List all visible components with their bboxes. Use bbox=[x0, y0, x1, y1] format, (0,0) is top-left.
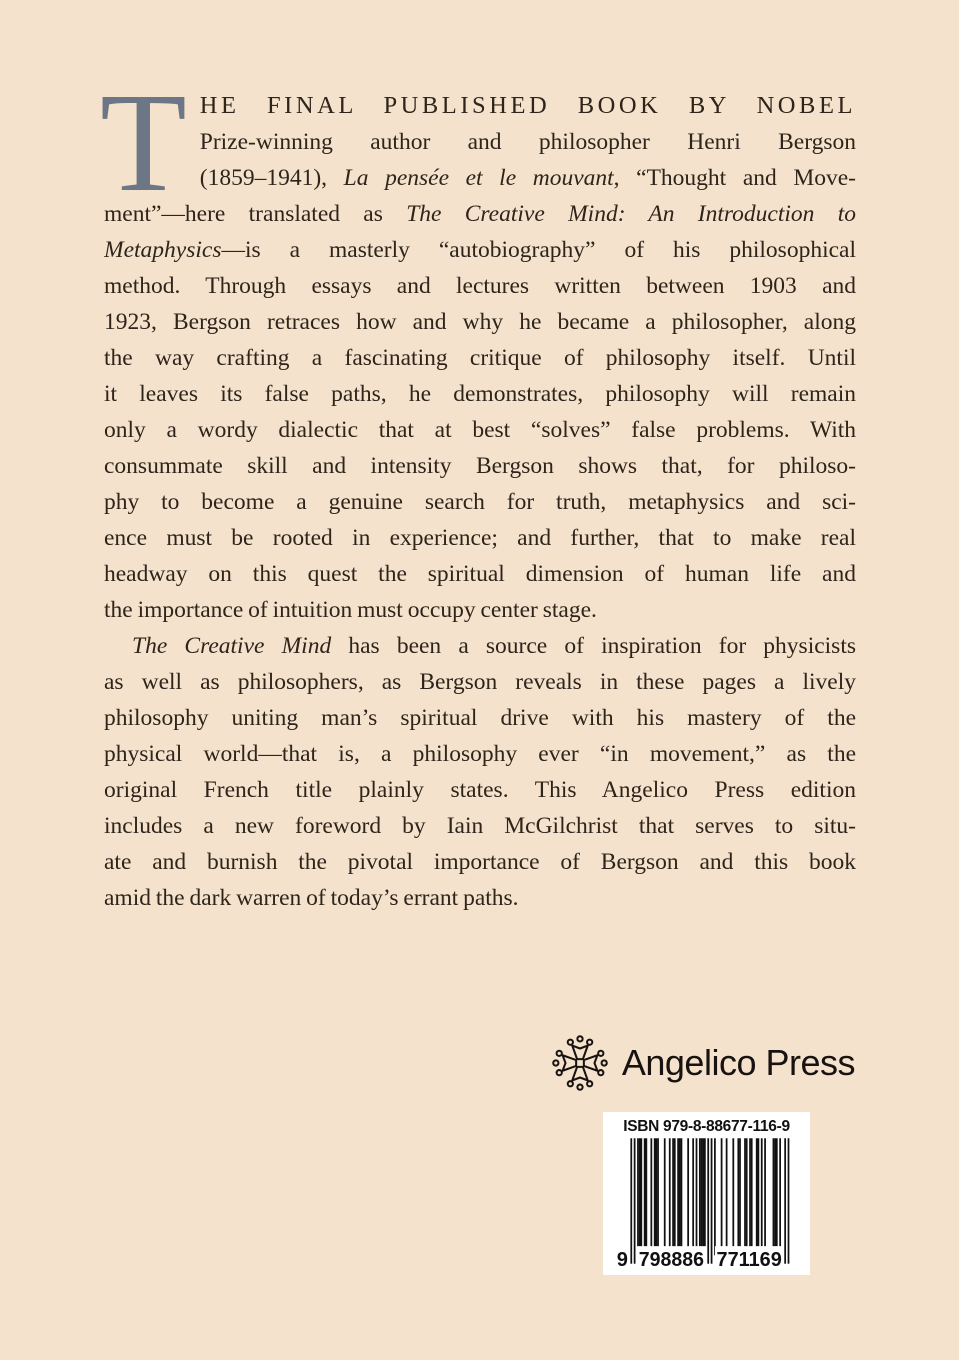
blurb-segment: phy to become a genuine search for truth, metaphysics and sci- bbox=[104, 489, 856, 515]
blurb-segment: ate and burnish the pivotal importance of Bergson and this book bbox=[104, 849, 856, 875]
blurb-line bbox=[104, 592, 856, 628]
blurb-segment: only a wordy dialectic that at best “solves” false problems. With bbox=[104, 417, 856, 443]
blurb-line bbox=[104, 808, 856, 844]
blurb-segment: HE FINAL PUBLISHED BOOK BY NOBEL bbox=[199, 92, 856, 119]
blurb-segment: La pensée et le mouvant bbox=[343, 165, 614, 191]
blurb-line bbox=[104, 268, 856, 304]
blurb-segment: original French title plainly states. This Angelico Press edition bbox=[104, 777, 856, 803]
dropcap-letter: T bbox=[100, 63, 187, 221]
barcode-bars bbox=[630, 1138, 789, 1263]
blurb-segment: method. Through essays and lectures written between 1903 and bbox=[104, 273, 856, 299]
blurb-segment: it leaves its false paths, he demonstrates, philosophy will remain bbox=[104, 381, 856, 407]
blurb-segment: physical world—that is, a philosophy ever “in movement,” as the bbox=[104, 741, 856, 767]
blurb-line bbox=[104, 736, 856, 772]
blurb-segment: amid the dark warren of today’s errant paths. bbox=[104, 885, 519, 911]
blurb-line bbox=[104, 628, 856, 664]
blurb-segment: ence must be rooted in experience; and further, that to make real bbox=[104, 525, 856, 551]
blurb-segment: The Creative Mind: An Introduction to bbox=[406, 201, 856, 227]
blurb-segment: 1923, Bergson retraces how and why he became a philosopher, along bbox=[104, 309, 856, 335]
blurb-line bbox=[104, 772, 856, 808]
blurb-segment: Metaphysics bbox=[104, 237, 222, 263]
blurb-line bbox=[200, 160, 856, 196]
blurb-line bbox=[200, 124, 856, 160]
blurb-segment: (1859–1941), bbox=[199, 165, 344, 191]
blurb-segment: as well as philosophers, as Bergson reveals in these pages a lively bbox=[104, 669, 856, 695]
blurb-line bbox=[104, 196, 856, 232]
publisher-name: Angelico Press bbox=[621, 1042, 855, 1083]
blurb-segment: headway on this quest the spiritual dimension of human life and bbox=[104, 561, 856, 587]
blurb-segment: consummate skill and intensity Bergson shows that, for philoso- bbox=[104, 453, 856, 479]
blurb-line bbox=[104, 232, 856, 268]
blurb-line bbox=[104, 520, 856, 556]
blurb-line bbox=[104, 376, 856, 412]
blurb bbox=[100, 63, 856, 916]
blurb-line bbox=[104, 448, 856, 484]
blurb-segment: The Creative Mind bbox=[132, 633, 332, 659]
blurb-line bbox=[104, 700, 856, 736]
blurb-segment: includes a new foreword by Iain McGilchrist that serves to situ- bbox=[104, 813, 856, 839]
barcode-digit-first: 9 bbox=[616, 1249, 628, 1269]
blurb-line bbox=[104, 340, 856, 376]
blurb-line bbox=[104, 556, 856, 592]
isbn-block bbox=[603, 1112, 810, 1275]
blurb-line bbox=[200, 88, 856, 124]
blurb-line bbox=[104, 412, 856, 448]
blurb-line bbox=[104, 664, 856, 700]
blurb-line bbox=[104, 844, 856, 880]
barcode-digits-left: 798886 bbox=[638, 1249, 704, 1269]
publisher-brand bbox=[551, 1034, 855, 1092]
blurb-segment: has been a source of inspiration for physicists bbox=[331, 633, 856, 659]
blurb-segment: , “Thought and Move- bbox=[613, 165, 856, 191]
blurb-segment: Prize-winning author and philosopher Henri Bergson bbox=[199, 129, 856, 155]
cross-arms bbox=[553, 1036, 607, 1090]
blurb-line bbox=[104, 484, 856, 520]
blurb-line bbox=[104, 304, 856, 340]
blurb-segment: the importance of intuition must occupy center stage. bbox=[104, 597, 597, 623]
blurb-segment: —is a masterly “autobiography” of his philosophical bbox=[221, 237, 856, 263]
blurb-segment: philosophy uniting man’s spiritual drive with his mastery of the bbox=[104, 705, 856, 731]
barcode-digits-right: 771169 bbox=[716, 1249, 782, 1269]
blurb-line bbox=[104, 880, 856, 916]
occitan-cross-icon bbox=[551, 1034, 609, 1092]
blurb-segment: ment”—here translated as bbox=[104, 201, 407, 227]
blurb-segment: the way crafting a fascinating critique of philosophy itself. Until bbox=[104, 345, 856, 371]
ean13-barcode bbox=[612, 1138, 801, 1269]
isbn-label: ISBN 979-8-88677-116-9 bbox=[623, 1118, 790, 1135]
